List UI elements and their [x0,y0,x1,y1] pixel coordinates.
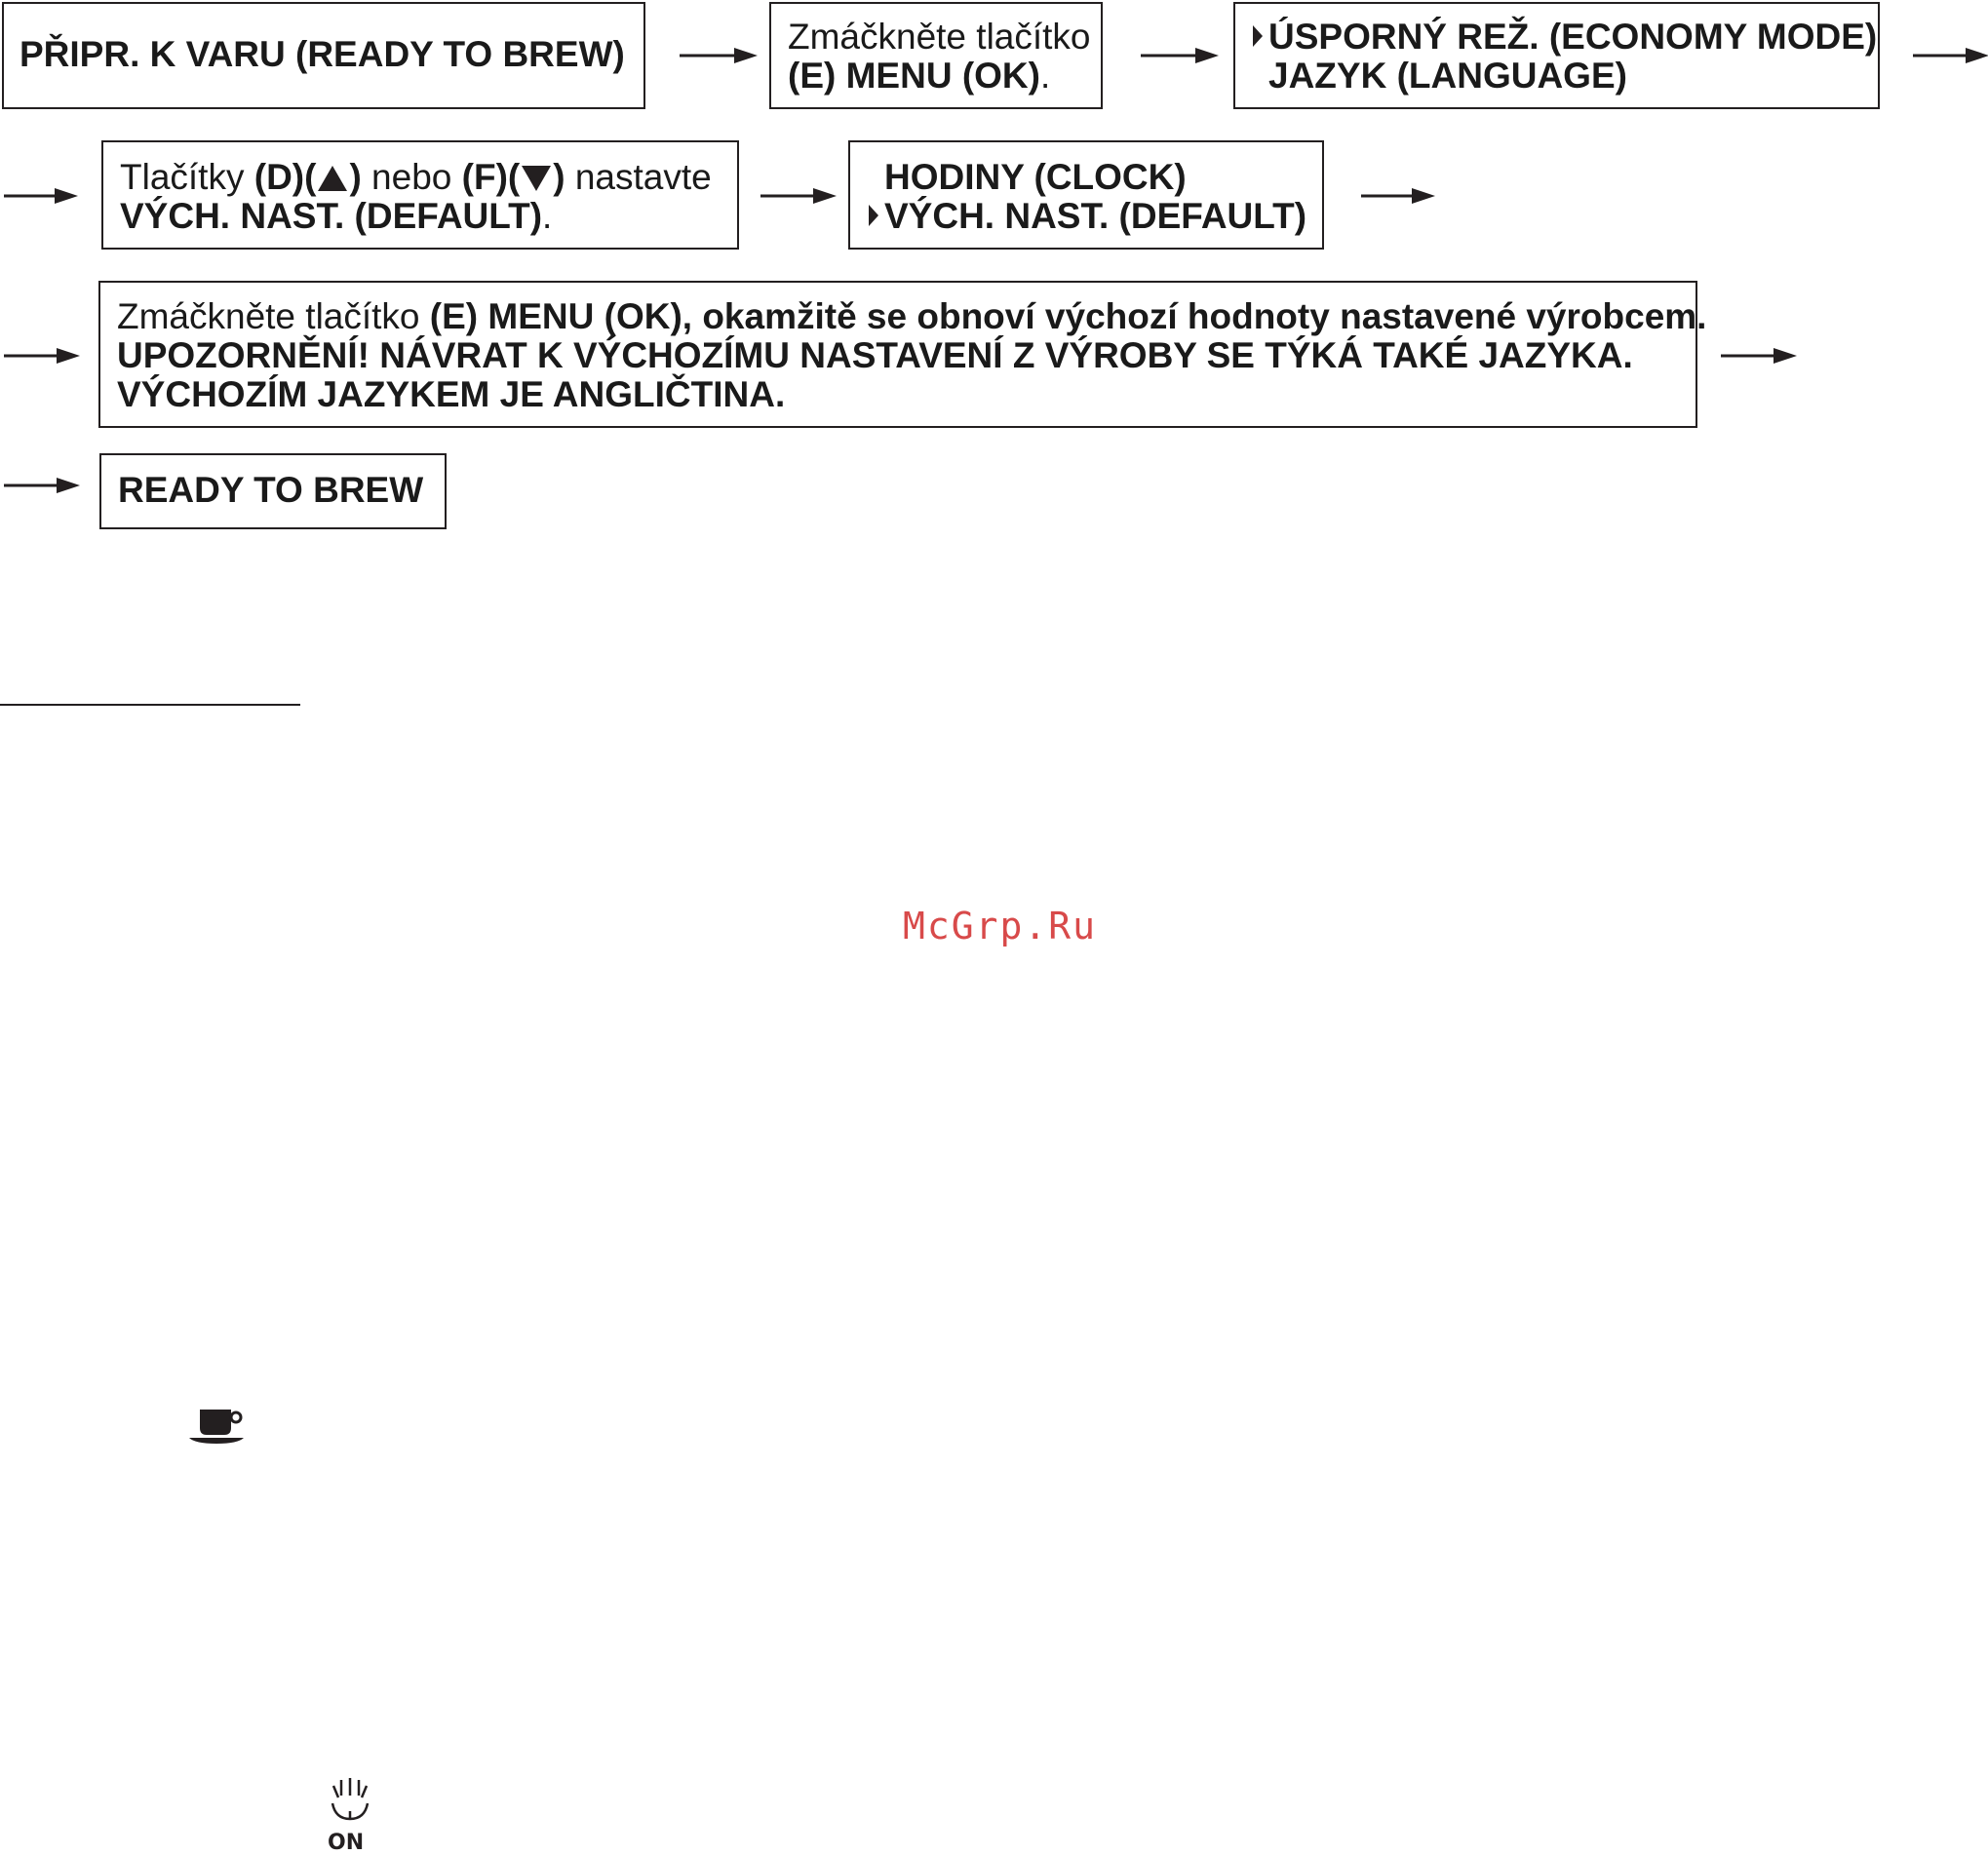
paren-open: ( [304,157,317,197]
menu-item-economy-label: ÚSPORNÝ REŽ. (ECONOMY MODE) [1268,17,1878,57]
arrow-right-icon [1721,346,1797,366]
menu-item-language: JAZYK (LANGUAGE) [1268,56,1627,96]
text-set: nastavte [565,157,712,197]
instruction-box-select-default [101,140,739,250]
text-buttons: Tlačítky [120,157,254,197]
key-d: (D) [253,157,305,197]
menu-ok-key: (E) MENU (OK) [788,56,1040,96]
instruction-line-1 [117,296,1707,336]
default-setting-label: VÝCH. NAST. (DEFAULT) [120,196,543,236]
text-press-button: Zmáčkněte tlačítko [117,296,430,336]
watermark: McGrp.Ru [903,905,1098,947]
paren-open: ( [507,157,521,197]
instruction-line-1: Zmáčkněte tlačítko [788,17,1091,57]
default-language-line: VÝCHOZÍM JAZYKEM JE ANGLIČTINA. [117,374,786,414]
paren-close: ) [553,157,565,197]
instruction-line-2 [788,57,1101,96]
menu-item-clock: HODINY (CLOCK) [884,157,1187,197]
text-or: nebo [361,157,462,197]
display-box-ready-to-brew [99,453,447,529]
period: . [1039,56,1051,96]
selection-pointer-icon [1253,25,1263,47]
footnote-separator [0,704,300,706]
triangle-up-icon [318,166,347,191]
arrow-right-icon [1141,46,1219,65]
key-f: (F) [461,157,508,197]
text-restore-defaults: (E) MENU (OK), okamžitě se obnoví výchozí hodnoty nastavené výrobcem. [429,296,1707,336]
paren-close: ) [349,157,362,197]
selection-pointer-icon [869,205,878,226]
warning-line: UPOZORNĚNÍ! NÁVRAT K VÝCHOZÍMU NASTAVENÍ Z VÝROBY SE TÝKÁ TAKÉ JAZYKA. [117,335,1633,375]
display-text: READY TO BREW [118,470,424,510]
arrow-right-icon [1913,46,1988,65]
coffee-cup-icon [187,1407,252,1450]
instruction-box-press-menu [769,2,1103,109]
period: . [542,196,553,236]
instruction-line-1 [120,158,737,197]
arrow-right-icon [4,186,78,206]
arrow-right-icon [760,186,837,206]
arrow-right-icon [680,46,758,65]
arrow-right-icon [4,346,80,366]
arrow-right-icon [4,476,80,495]
triangle-down-icon [522,166,551,191]
steam-hand-icon [328,1778,372,1830]
menu-item-economy-mode [1268,18,1878,57]
display-box-menu-default [848,140,1324,250]
display-box-ready-to-brew-cz [2,2,645,109]
instruction-box-restore-defaults [98,281,1707,428]
arrow-right-icon [1361,186,1435,206]
display-text: PŘIPR. K VARU (READY TO BREW) [19,34,625,74]
menu-item-default-label: VÝCH. NAST. (DEFAULT) [884,196,1307,236]
menu-item-default [884,197,1322,236]
instruction-line-2 [120,197,737,236]
display-box-menu-economy [1233,2,1880,109]
on-label: ON [328,1831,365,1855]
